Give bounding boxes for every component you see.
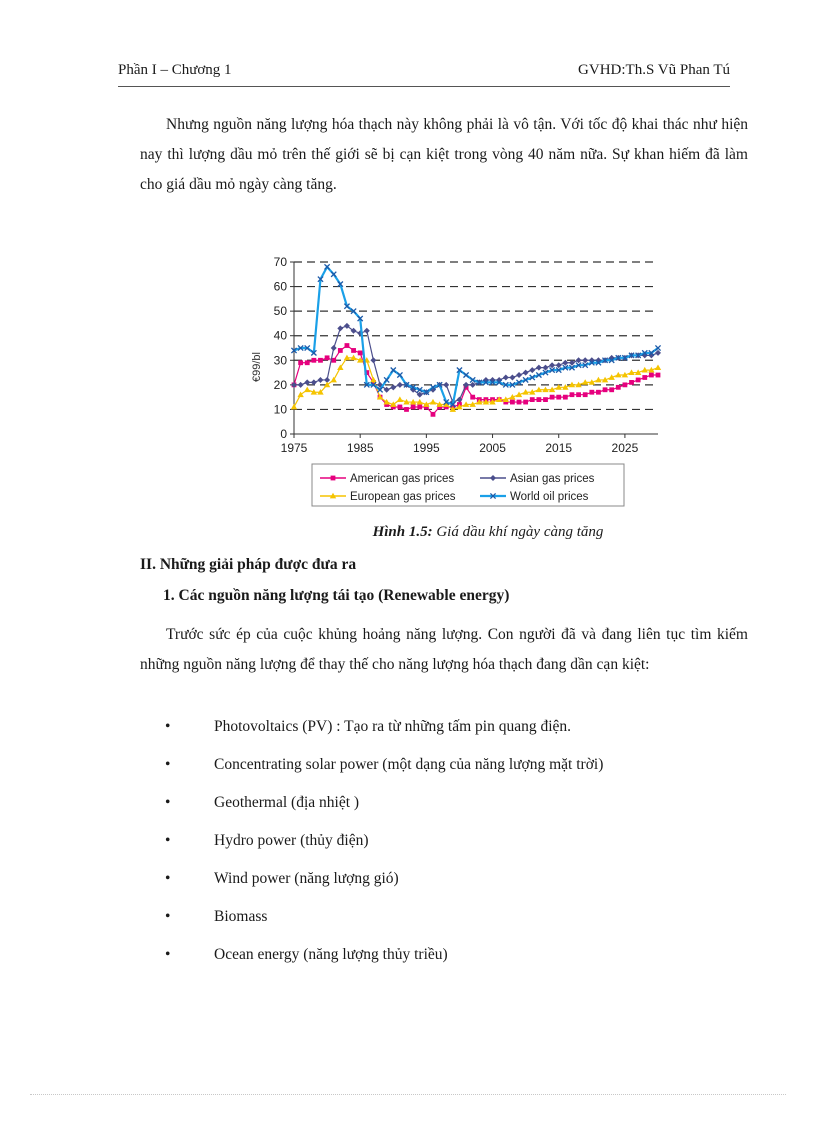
data-point (642, 375, 647, 380)
data-point (516, 372, 522, 378)
data-point (616, 385, 621, 390)
data-point (556, 395, 561, 400)
y-tick-label: 20 (273, 377, 287, 392)
data-point (509, 374, 515, 380)
data-point (530, 397, 535, 402)
bullet-icon: • (165, 756, 171, 773)
data-point (470, 395, 475, 400)
data-point (570, 392, 575, 397)
data-point (370, 357, 376, 363)
legend-label: American gas prices (350, 473, 455, 485)
data-point (443, 382, 449, 388)
x-tick-label: 2025 (611, 441, 639, 455)
data-point (623, 382, 628, 387)
data-point (305, 360, 310, 365)
page-header (118, 62, 730, 86)
data-point (576, 392, 581, 397)
data-point (397, 405, 402, 410)
list-item: • Ocean energy (năng lượng thủy triều) (165, 946, 448, 963)
data-point (649, 373, 654, 378)
data-point (529, 367, 535, 373)
data-point (364, 328, 370, 334)
data-point (609, 387, 614, 392)
data-point (430, 399, 436, 405)
data-point (629, 380, 634, 385)
x-tick-label: 1975 (280, 441, 308, 455)
x-tick-label: 1995 (413, 441, 440, 455)
caption-text: Giá dầu khí ngày càng tăng (432, 524, 604, 540)
bullet-icon: • (165, 832, 171, 849)
data-point (411, 405, 416, 410)
data-point (536, 365, 542, 371)
bullet-icon: • (165, 946, 171, 963)
figure-caption (118, 524, 816, 541)
data-point (298, 382, 304, 388)
x-tick-label: 2015 (545, 441, 573, 455)
y-tick-label: 40 (273, 328, 287, 343)
list-item: • Wind power (năng lượng gió) (165, 870, 399, 887)
section-heading: II. Những giải pháp được đưa ra (140, 556, 357, 573)
list-item: • Geothermal (địa nhiệt ) (165, 794, 360, 811)
data-point (331, 476, 336, 481)
data-point (331, 345, 337, 351)
data-point (543, 397, 548, 402)
x-tick-label: 1985 (346, 441, 374, 455)
bullet-icon: • (165, 870, 171, 887)
data-point (636, 378, 641, 383)
legend-label: Asian gas prices (510, 473, 595, 485)
data-point (397, 396, 403, 402)
y-tick-label: 10 (273, 402, 287, 417)
data-point (331, 377, 337, 383)
renewable-list (140, 718, 748, 984)
intro-paragraph: Nhưng nguồn năng lượng hóa thạch này không phải là vô tận. Với tốc độ khai thác như hiện nay thì lượng dầu mỏ trên thế giới sẽ bị cạn kiệt trong vòng 40 năm nữa. Sự khan hiếm đã làm cho giá dầu mỏ ngày càng tăng. (140, 116, 748, 193)
data-point (536, 397, 541, 402)
data-point (655, 364, 661, 370)
data-point (589, 390, 594, 395)
y-tick-label: 30 (273, 353, 287, 368)
y-tick-label: 60 (273, 279, 287, 294)
list-item: • Concentrating solar power (một dạng của năng lượng mặt trời) (165, 756, 604, 773)
header-instructor: GVHD:Th.S Vũ Phan Tú (578, 62, 730, 78)
y-axis-label: €99/bl (251, 352, 263, 382)
legend-label: World oil prices (510, 491, 589, 503)
data-point (563, 395, 568, 400)
subsection-heading: 1. Các nguồn năng lượng tái tạo (Renewable energy) (163, 587, 510, 604)
header-chapter: Phần I – Chương 1 (118, 62, 232, 78)
header-divider (118, 86, 730, 87)
y-tick-label: 50 (273, 304, 287, 319)
data-point (298, 360, 303, 365)
data-point (583, 392, 588, 397)
data-point (603, 387, 608, 392)
data-point (317, 377, 323, 383)
data-point (304, 387, 310, 393)
data-point (417, 405, 422, 410)
chart-ticks (274, 255, 639, 455)
data-point (523, 400, 528, 405)
chart-series (291, 264, 661, 416)
y-tick-label: 70 (273, 255, 287, 269)
bullet-icon: • (165, 908, 171, 925)
data-point (318, 358, 323, 363)
price-chart (246, 252, 666, 514)
data-point (656, 373, 661, 378)
data-point (550, 395, 555, 400)
data-point (351, 348, 356, 353)
data-point (503, 374, 509, 380)
data-point (523, 370, 529, 376)
renewable-paragraph: Trước sức ép của cuộc khủng hoảng năng lượng. Con người đã và đang liên tục tìm kiếm những nguồn năng lượng để thay thế cho năng lượng hóa thạch đang dần cạn kiệt: (140, 626, 748, 673)
list-item: • Photovoltaics (PV) : Tạo ra từ những tấm pin quang điện. (165, 718, 572, 735)
bullet-icon: • (165, 794, 171, 811)
caption-label: Hình 1.5: (372, 524, 433, 540)
y-tick-label: 0 (280, 427, 287, 441)
data-point (338, 348, 343, 353)
list-item: • Biomass (165, 908, 268, 925)
data-point (517, 400, 522, 405)
chart-gridlines (294, 262, 658, 409)
data-point (311, 358, 316, 363)
list-item: • Hydro power (thủy điện) (165, 832, 369, 849)
data-point (596, 390, 601, 395)
data-point (397, 382, 403, 388)
data-point (325, 355, 330, 360)
data-point (345, 343, 350, 348)
data-point (431, 412, 436, 417)
data-point (337, 325, 343, 331)
data-point (510, 400, 515, 405)
data-point (291, 404, 297, 410)
x-tick-label: 2005 (479, 441, 506, 455)
data-point (358, 351, 363, 356)
data-point (404, 407, 409, 412)
legend-label: European gas prices (350, 491, 456, 503)
footer-divider (30, 1094, 786, 1095)
chart-legend (312, 464, 624, 506)
chart-axes (294, 262, 658, 434)
bullet-icon: • (165, 718, 171, 735)
